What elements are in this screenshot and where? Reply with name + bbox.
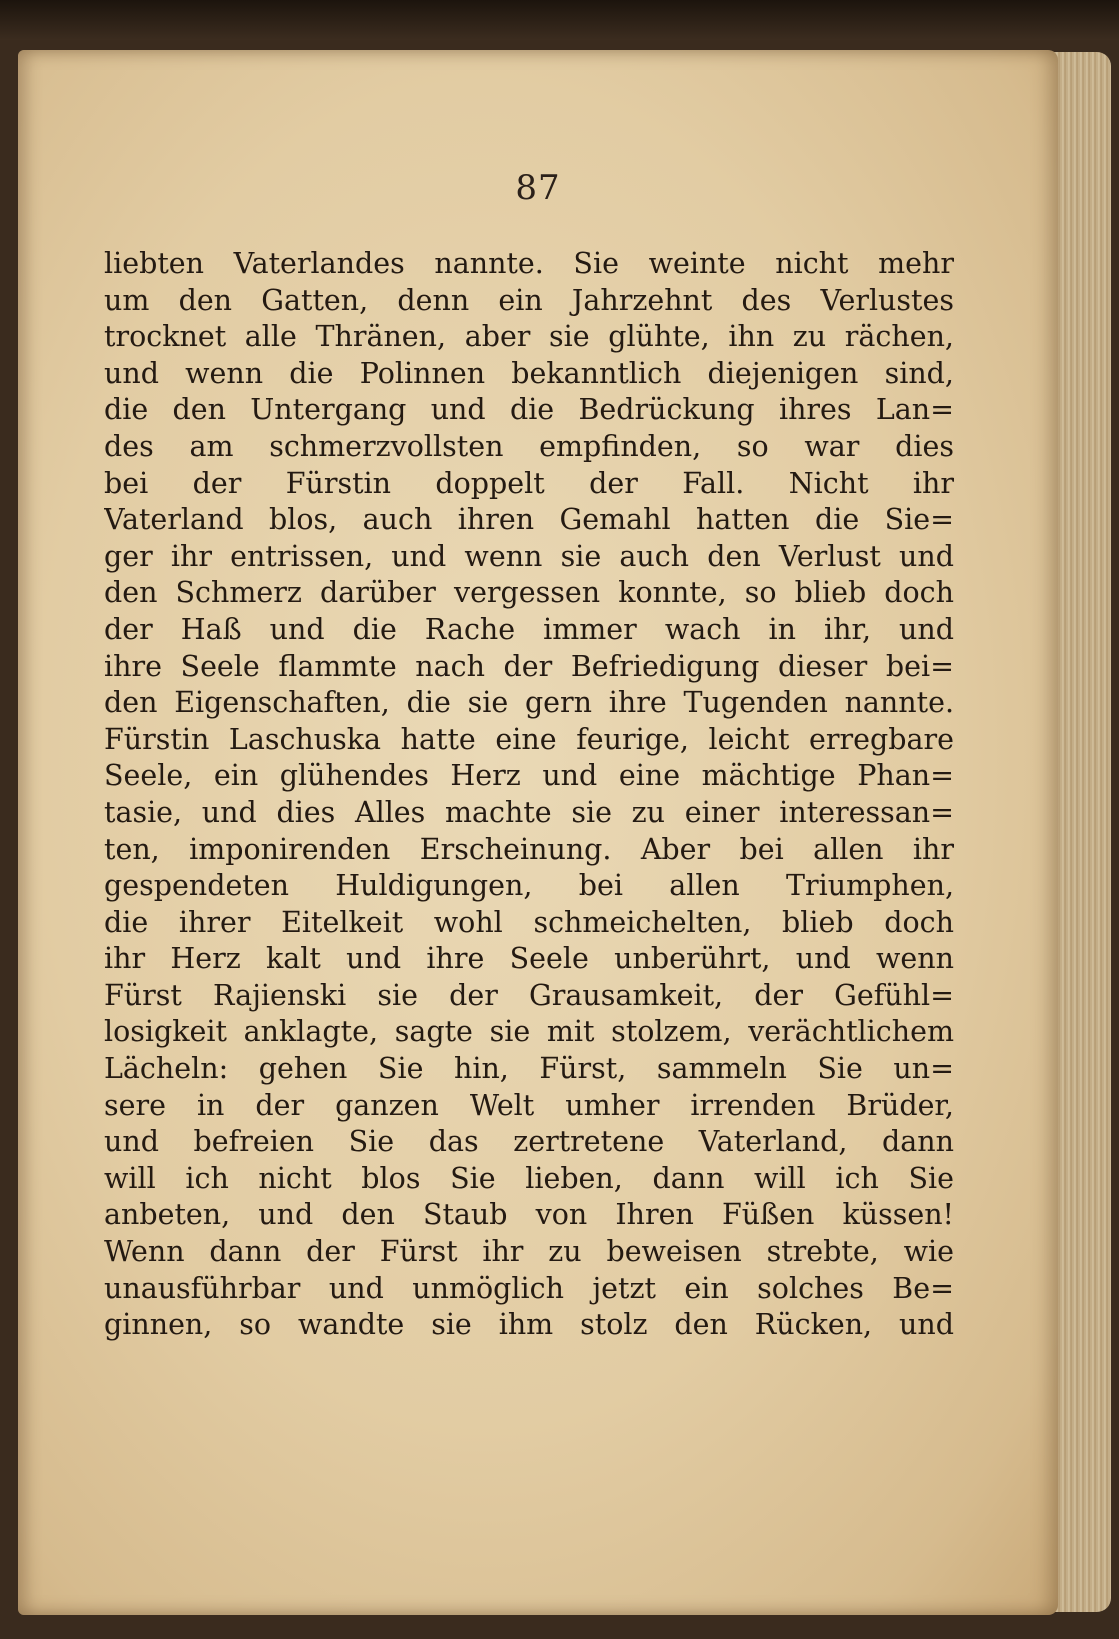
text-line: und wenn die Polinnen bekanntlich diejenigen sind, xyxy=(104,356,954,390)
page-number: 87 xyxy=(515,168,561,208)
text-line: ger ihr entrissen, und wenn sie auch den Verlust und xyxy=(104,539,954,573)
text-line: die ihrer Eitelkeit wohl schmeichelten, blieb doch xyxy=(104,905,954,939)
text-line: den Eigenschaften, die sie gern ihre Tugenden nannte. xyxy=(104,686,954,720)
text-line: des am schmerzvollsten empfinden, so war dies xyxy=(104,429,954,463)
text-line: Fürst Rajienski sie der Grausamkeit, der Gefühl= xyxy=(104,978,954,1012)
text-line: Lächeln: gehen Sie hin, Fürst, sammeln Sie un= xyxy=(104,1052,954,1086)
text-line: der Haß und die Rache immer wach in ihr, und xyxy=(104,612,954,646)
text-line: Seele, ein glühendes Herz und eine mächtige Phan= xyxy=(104,759,954,793)
text-line: und befreien Sie das zertretene Vaterland, dann xyxy=(104,1125,954,1159)
text-line: trocknet alle Thränen, aber sie glühte, ihn zu rächen, xyxy=(104,320,954,354)
text-line: anbeten, und den Staub von Ihren Füßen küssen! xyxy=(104,1198,954,1232)
text-line: Fürstin Laschuska hatte eine feurige, leicht erregbare xyxy=(104,722,954,756)
book-page xyxy=(18,50,1058,1615)
text-line: Vaterland blos, auch ihren Gemahl hatten die Sie= xyxy=(104,503,954,537)
text-line: ginnen, so wandte sie ihm stolz den Rücken, und xyxy=(104,1308,954,1342)
text-line: die den Untergang und die Bedrückung ihres Lan= xyxy=(104,393,954,427)
text-line: ihr Herz kalt und ihre Seele unberührt, und wenn xyxy=(104,942,954,976)
text-line: den Schmerz darüber vergessen konnte, so blieb doch xyxy=(104,576,954,610)
text-line: gespendeten Huldigungen, bei allen Triumphen, xyxy=(104,869,954,903)
text-line: will ich nicht blos Sie lieben, dann will ich Sie xyxy=(104,1161,954,1195)
text-line: ihre Seele flammte nach der Befriedigung dieser bei= xyxy=(104,649,954,683)
text-line: Wenn dann der Fürst ihr zu beweisen strebte, wie xyxy=(104,1235,954,1269)
book-binding-edge xyxy=(0,0,1119,40)
text-line: losigkeit anklagte, sagte sie mit stolzem, verächtlichem xyxy=(104,1015,954,1049)
text-line: um den Gatten, denn ein Jahrzehnt des Verlustes xyxy=(104,283,954,317)
page-stack-edges xyxy=(1049,52,1111,1612)
text-line: unausführbar und unmöglich jetzt ein solches Be= xyxy=(104,1271,954,1305)
text-line: bei der Fürstin doppelt der Fall. Nicht ihr xyxy=(104,466,954,500)
body-text xyxy=(104,246,954,1344)
text-line: tasie, und dies Alles machte sie zu einer interessan= xyxy=(104,795,954,829)
text-line: sere in der ganzen Welt umher irrenden Brüder, xyxy=(104,1088,954,1122)
text-line: ten, imponirenden Erscheinung. Aber bei allen ihr xyxy=(104,832,954,866)
text-line: liebten Vaterlandes nannte. Sie weinte nicht mehr xyxy=(104,247,954,280)
